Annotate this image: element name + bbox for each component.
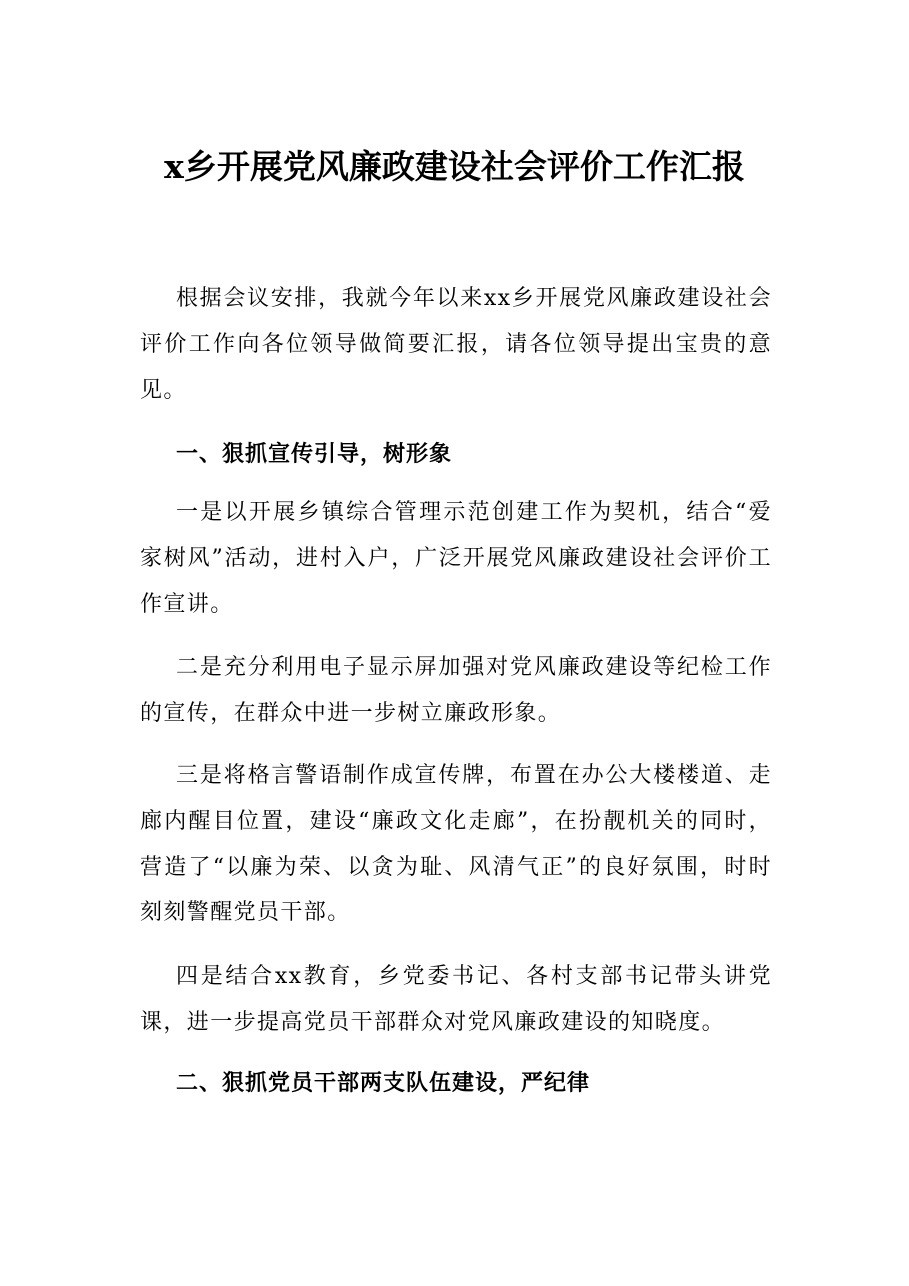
- section-1-heading: 一、狠抓宣传引导，树形象: [176, 441, 453, 467]
- section-1-paragraph-1: 一是以开展乡镇综合管理示范创建工作为契机，结合“爱家树风”活动，进村入户，广泛开展党风廉政建设社会评价工作宣讲。: [140, 500, 772, 617]
- section-1-paragraph-3: 三是将格言警语制作成宣传牌，布置在办公大楼楼道、走廊内醒目位置，建设“廉政文化走廊”，在扮靓机关的同时，营造了“以廉为荣、以贪为耻、风清气正”的良好氛围，时时刻刻警醒党员干部。: [140, 763, 772, 926]
- document-title: x乡开展党风廉政建设社会评价工作汇报: [164, 147, 745, 186]
- section-2-heading: 二、狠抓党员干部两支队伍建设，严纪律: [176, 1070, 591, 1096]
- section-1-paragraph-2: 二是充分利用电子显示屏加强对党风廉政建设等纪检工作的宣传，在群众中进一步树立廉政形象。: [140, 655, 772, 726]
- section-1-paragraph-4: 四是结合xx教育，乡党委书记、各村支部书记带头讲党课，进一步提高党员干部群众对党风廉政建设的知晓度。: [140, 964, 772, 1035]
- intro-paragraph: 根据会议安排，我就今年以来xx乡开展党风廉政建设社会评价工作向各位领导做简要汇报，请各位领导提出宝贵的意见。: [140, 286, 772, 403]
